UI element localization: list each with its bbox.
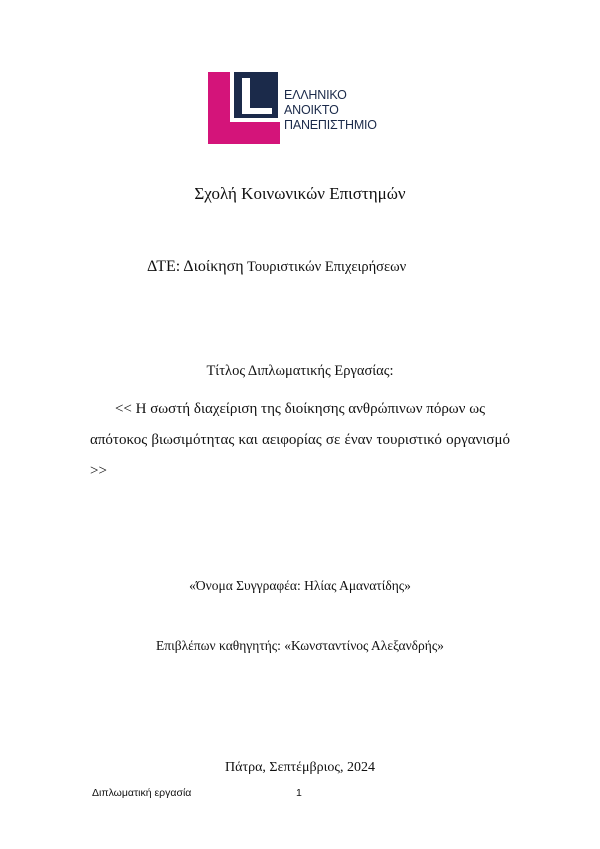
author-name: «Όνομα Συγγραφέα: Ηλίας Αμανατίδης» xyxy=(189,578,411,593)
department-prefix: ΔΤΕ: Διοίκηση xyxy=(147,258,244,275)
logo-wordmark xyxy=(284,88,377,133)
supervisor-name: Επιβλέπων καθηγητής: «Κωνσταντίνος Αλεξανδρής» xyxy=(156,638,444,653)
place-date: Πάτρα, Σεπτέμβριος, 2024 xyxy=(225,760,375,775)
department-rest: Τουριστικών Επιχειρήσεων xyxy=(243,259,407,275)
footer-label: Διπλωματική εργασία xyxy=(92,787,192,799)
thesis-title-rest: απότοκος βιωσιμότητας και αειφορίας σε έναν τουριστικό οργανισμό >> xyxy=(90,432,510,479)
thesis-title-line-1: << Η σωστή διαχείριση της διοίκησης ανθρώπινων πόρων ως xyxy=(114,401,486,417)
logo-line-2: ΑΝΟΙΚΤΟ xyxy=(284,103,339,117)
page-number: 1 xyxy=(296,787,302,799)
thesis-title-label: Τίτλος Διπλωματικής Εργασίας: xyxy=(206,363,394,379)
logo-line-1: ΕΛΛΗΝΙΚΟ xyxy=(284,88,347,102)
thesis-title xyxy=(90,394,510,487)
logo-emblem-icon xyxy=(208,72,280,144)
logo-line-3: ΠΑΝΕΠΙΣΤΗΜΙΟ xyxy=(284,118,377,132)
department-line xyxy=(147,258,406,276)
school-name: Σχολή Κοινωνικών Επιστημών xyxy=(194,184,406,203)
university-logo xyxy=(208,72,398,144)
